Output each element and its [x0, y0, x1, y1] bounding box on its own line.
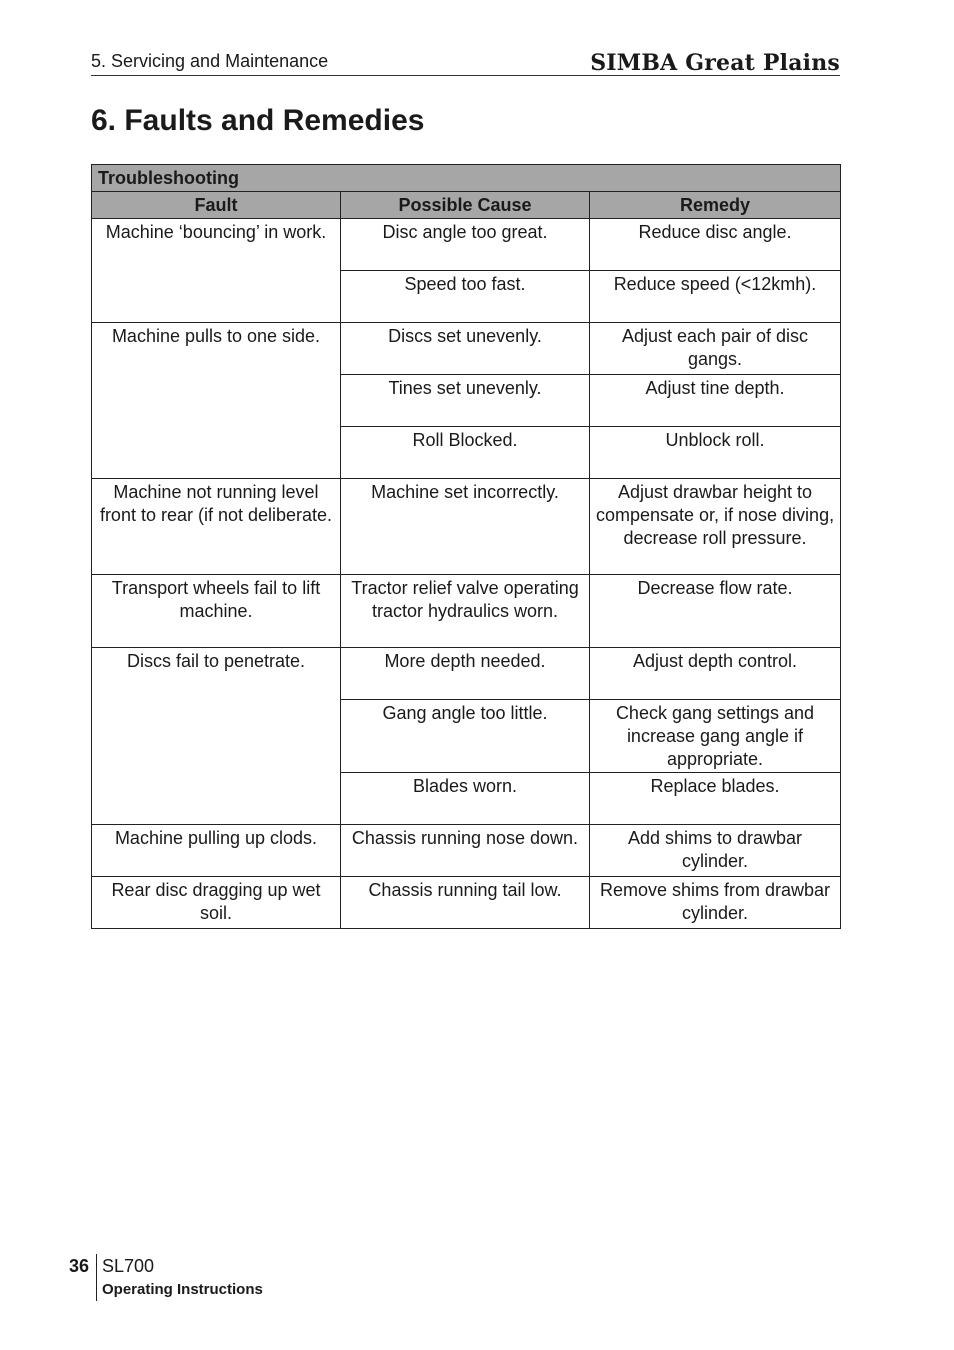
- column-header-remedy: Remedy: [590, 192, 841, 219]
- cause-cell: Disc angle too great.: [341, 219, 590, 271]
- cause-cell: More depth needed.: [341, 648, 590, 700]
- table-row: [92, 825, 841, 877]
- remedy-cell: Adjust depth control.: [590, 648, 841, 700]
- cause-cell: Tractor relief valve operating tractor hydraulics worn.: [341, 575, 590, 648]
- page-number: 36: [69, 1256, 90, 1276]
- document-type: Operating Instructions: [102, 1281, 263, 1298]
- cause-cell: Tines set unevenly.: [341, 375, 590, 427]
- column-header-cause: Possible Cause: [341, 192, 590, 219]
- remedy-cell: Unblock roll.: [590, 427, 841, 479]
- table-row: [92, 323, 841, 375]
- table-row: [92, 479, 841, 575]
- cause-cell: Gang angle too little.: [341, 700, 590, 773]
- table-row: [92, 648, 841, 700]
- model-name: SL700: [102, 1256, 155, 1276]
- page-header: [91, 48, 840, 76]
- fault-cell: Machine pulling up clods.: [92, 825, 341, 877]
- cause-cell: Discs set unevenly.: [341, 323, 590, 375]
- table-row: [92, 877, 841, 929]
- column-header-fault: Fault: [92, 192, 341, 219]
- cause-cell: Chassis running nose down.: [341, 825, 590, 877]
- fault-cell: Rear disc dragging up wet soil.: [92, 877, 341, 929]
- cause-cell: Roll Blocked.: [341, 427, 590, 479]
- remedy-cell: Decrease flow rate.: [590, 575, 841, 648]
- remedy-cell: Reduce disc angle.: [590, 219, 841, 271]
- cause-cell: Chassis running tail low.: [341, 877, 590, 929]
- remedy-cell: Check gang settings and increase gang angle if appropriate.: [590, 700, 841, 773]
- remedy-cell: Add shims to drawbar cylinder.: [590, 825, 841, 877]
- page-title: 6. Faults and Remedies: [91, 104, 425, 137]
- remedy-cell: Adjust tine depth.: [590, 375, 841, 427]
- fault-cell: Machine ‘bouncing’ in work.: [92, 219, 341, 323]
- cause-cell: Blades worn.: [341, 773, 590, 825]
- fault-cell: Machine not running level front to rear (if not deliberate.: [92, 479, 341, 575]
- remedy-cell: Replace blades.: [590, 773, 841, 825]
- footer-divider: [96, 1254, 97, 1301]
- fault-cell: Discs fail to penetrate.: [92, 648, 341, 825]
- brand-logo: SIMBA Great Plains: [590, 50, 840, 76]
- remedy-cell: Adjust drawbar height to compensate or, if nose diving, decrease roll pressure.: [590, 479, 841, 575]
- cause-cell: Machine set incorrectly.: [341, 479, 590, 575]
- troubleshooting-table: [91, 164, 841, 929]
- table-row: [92, 219, 841, 271]
- remedy-cell: Remove shims from drawbar cylinder.: [590, 877, 841, 929]
- fault-cell: Machine pulls to one side.: [92, 323, 341, 479]
- table-title: Troubleshooting: [92, 165, 841, 192]
- remedy-cell: Reduce speed (<12kmh).: [590, 271, 841, 323]
- fault-cell: Transport wheels fail to lift machine.: [92, 575, 341, 648]
- cause-cell: Speed too fast.: [341, 271, 590, 323]
- table-row: [92, 575, 841, 648]
- remedy-cell: Adjust each pair of disc gangs.: [590, 323, 841, 375]
- section-name: 5. Servicing and Maintenance: [91, 51, 329, 71]
